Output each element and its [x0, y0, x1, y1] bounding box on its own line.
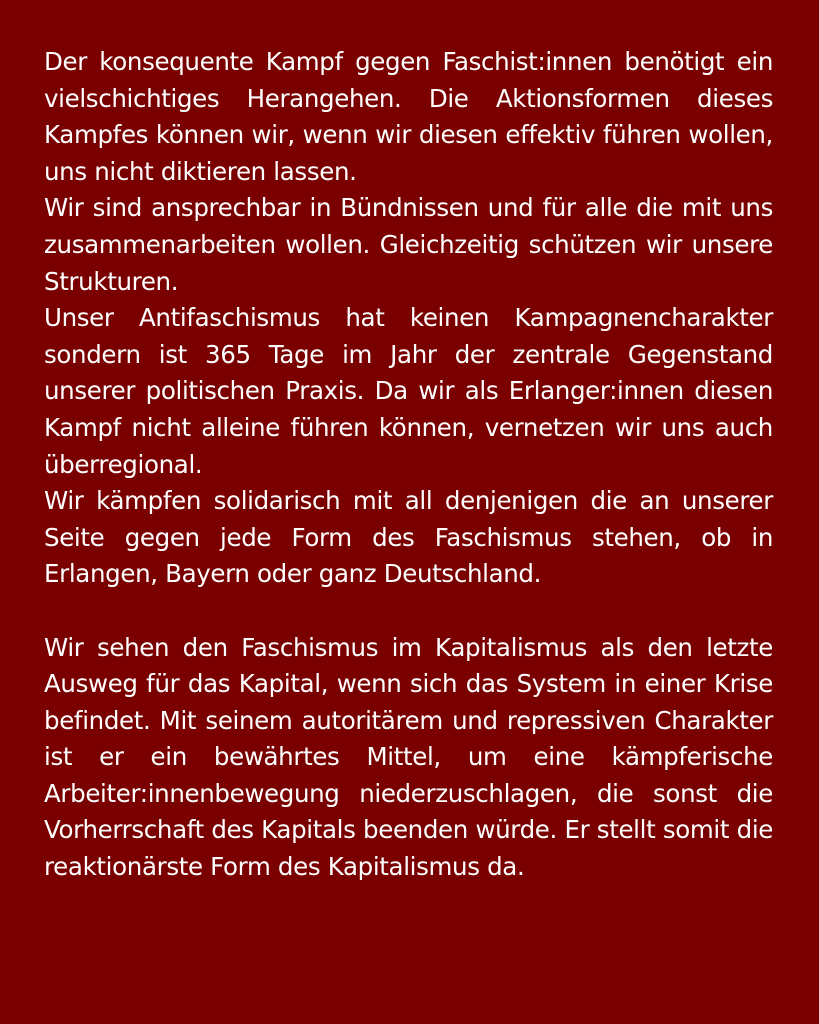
paragraph-buendnisse: Wir sind ansprechbar in Bündnissen und für alle die mit uns zusammenarbeiten wollen. Gleichzeitig schützen wir unsere Strukturen.	[44, 193, 773, 296]
paragraph-faschismus-kampf: Der konsequente Kampf gegen Faschist:innen benötigt ein vielschichtiges Herangehen. Die Aktionsformen dieses Kampfes können wir, wenn wir diesen effektiv führen wollen, uns nicht diktieren lassen.	[44, 47, 773, 186]
paragraph-antifaschismus: Unser Antifaschismus hat keinen Kampagnencharakter sondern ist 365 Tage im Jahr der zentrale Gegenstand unserer politischen Praxis. Da wir als Erlanger:innen diesen Kampf nicht alleine führen können, vernetzen wir uns auch überregional.	[44, 303, 773, 479]
paragraph-kapitalismus: Wir sehen den Faschismus im Kapitalismus als den letzte Ausweg für das Kapital, wenn sich das System in einer Krise befindet. Mit seinem autoritärem und repressiven Charakter ist er ein bewährtes Mittel, um eine kämpferische Arbeiter:innenbewegung niederzuschlagen, die sonst die Vorherrschaft des Kapitals beenden würde. Er stellt somit die reaktionärste Form des Kapitalismus da.	[44, 632, 773, 882]
paragraph-solidaritaet: Wir kämpfen solidarisch mit all denjenigen die an unserer Seite gegen jede Form des Faschismus stehen, ob in Erlangen, Bayern oder ganz Deutschland.	[44, 486, 773, 589]
text-block	[44, 44, 773, 886]
paragraph-spacer	[44, 593, 773, 630]
